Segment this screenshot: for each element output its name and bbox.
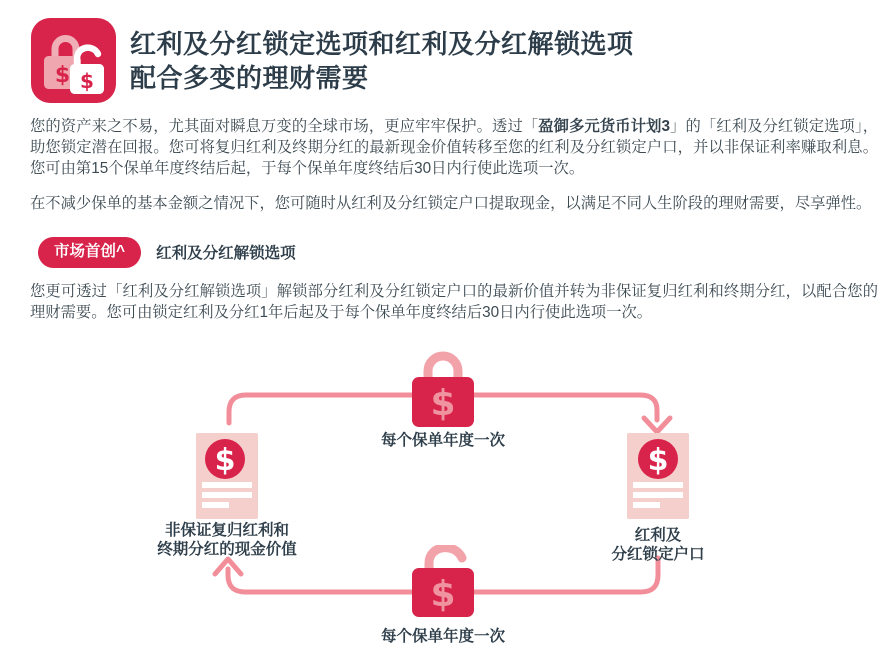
left-account-label-line2: 终期分红的现金价值 bbox=[157, 541, 297, 558]
lock-in-account-document-icon bbox=[627, 433, 689, 519]
right-account-label-line1: 红利及 bbox=[634, 527, 682, 544]
left-account-label-line1: 非保证复归红利和 bbox=[164, 522, 289, 539]
open-lock-icon bbox=[403, 545, 483, 625]
page-title bbox=[130, 27, 634, 95]
left-doc-dollar: $ bbox=[214, 443, 236, 478]
lock-unlock-cycle-diagram bbox=[0, 348, 883, 657]
intro-p1-seg2: 」的「红利及分红锁定选项」，助您锁定潜在回报。您可将复归红利及终期分红的最新现金价值转移至您的红利及分红锁定户口，并以非保证利率赚取利息。您可由第15个保单年度终结后起，于每个保单年度终结后30日内行使此选项一次。 bbox=[30, 118, 878, 177]
back-lock-dollar: $ bbox=[54, 63, 71, 88]
right-doc-dollar: $ bbox=[647, 443, 669, 478]
left-account-label bbox=[114, 521, 340, 559]
top-frequency-label: 每个保单年度一次 bbox=[380, 432, 505, 449]
unlock-section-heading: 红利及分红解锁选项 bbox=[156, 245, 296, 263]
bottom-frequency-label: 每个保单年度一次 bbox=[380, 628, 505, 645]
intro-paragraph-2: 在不减少保单的基本金额之情况下，您可随时从红利及分红锁定户口提取现金，以满足不同人生阶段的理财需要，尽享弹性。 bbox=[30, 195, 872, 212]
page-title-line2: 配合多变的理财需要 bbox=[130, 62, 369, 93]
right-account-label bbox=[545, 526, 771, 564]
bottom-lock-dollar: $ bbox=[430, 574, 456, 615]
dual-lock-icon bbox=[31, 18, 116, 103]
front-lock-dollar: $ bbox=[80, 69, 94, 93]
market-first-badge: 市场首创^ bbox=[38, 237, 141, 268]
cash-value-document-icon bbox=[196, 433, 258, 519]
right-account-label-line2: 分红锁定户口 bbox=[611, 546, 705, 563]
top-lock-dollar: $ bbox=[430, 383, 456, 424]
plan-name-bold: 盈御多元货币计划3 bbox=[538, 118, 671, 135]
header bbox=[31, 18, 634, 103]
intro-p1-seg1: 您的资产来之不易，尤其面对瞬息万变的全球市场，更应牢牢保护。透过「 bbox=[30, 118, 539, 135]
page-title-line1: 红利及分红锁定选项和红利及分红解锁选项 bbox=[130, 28, 634, 59]
intro-paragraph-1 bbox=[30, 116, 878, 179]
unlock-paragraph: 您更可透过「红利及分红解锁选项」解锁部分红利及分红锁定户口的最新价值并转为非保证复归红利和终期分红，以配合您的理财需要。您可由锁定红利及分红1年后起及于每个保单年度终结后30日内行使此选项一次。 bbox=[30, 283, 878, 321]
unlock-section-header bbox=[38, 237, 296, 268]
closed-lock-icon bbox=[403, 350, 483, 430]
